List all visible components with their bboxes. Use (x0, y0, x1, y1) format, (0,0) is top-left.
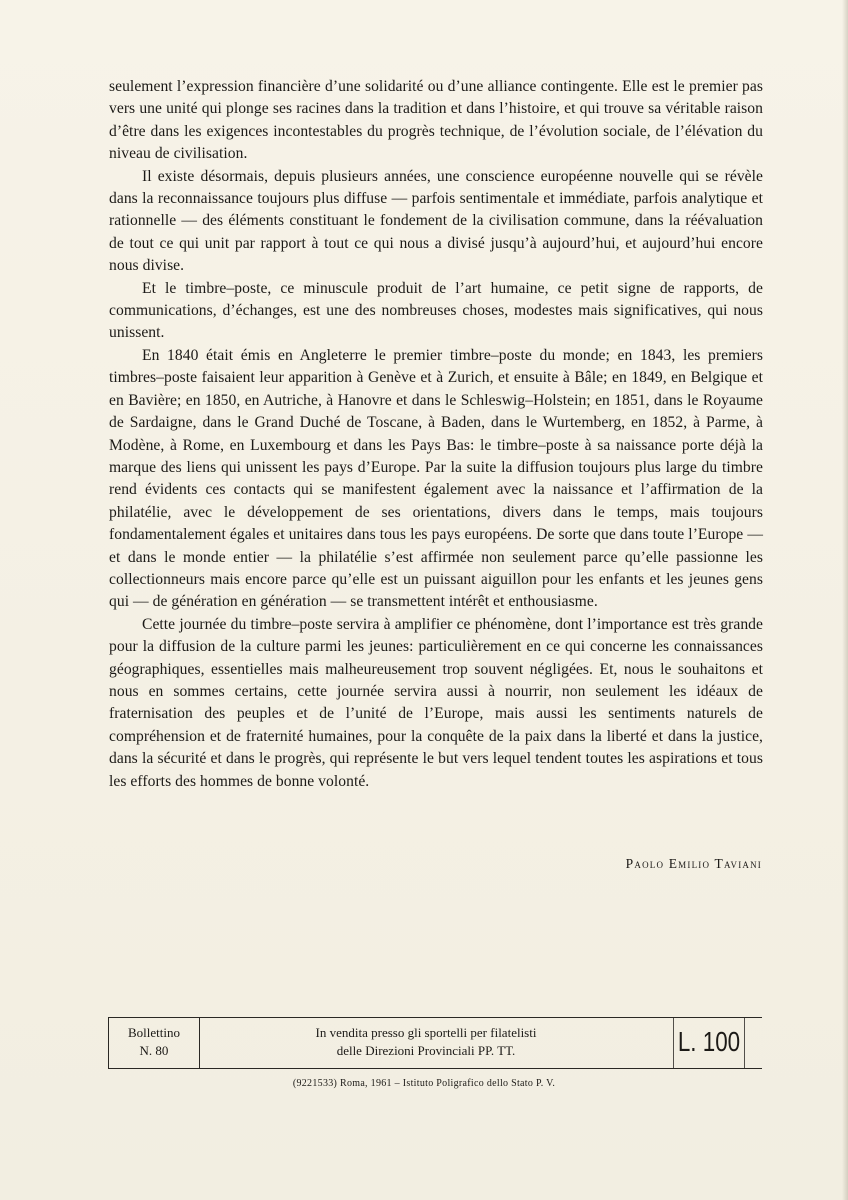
bulletin-cell (108, 1018, 200, 1068)
author-signature: Paolo Emilio Taviani (625, 856, 762, 871)
price-cell: L. 100 (673, 1018, 745, 1068)
paragraph-5: Cette journée du timbre–poste servira à amplifier ce phénomène, dont l’importance est très grande pour la diffusion de la culture parmi les jeunes: particulièrement en ce qui concerne les connaissances géographiques, essentielles mais malheureusement trop souvent négligées. Et, nous le souhaitons et nous en sommes certains, cette journée servira aussi à nourrir, non seulement les idéaux de fraternisation des peuples et de l’unité de l’Europe, mais aussi les sentiments naturels de compréhension et de fraternité humaines, pour la conquête de la paix dans la liberté et dans la justice, dans la sécurité et dans le progrès, qui représente le but vers lequel tendent toutes les aspirations et tous les efforts des hommes de bonne volonté. (109, 615, 763, 790)
sale-info-line-2: delle Direzioni Provinciali PP. TT. (336, 1043, 516, 1058)
paragraph-3: Et le timbre–poste, ce minuscule produit de l’art humaine, ce petit signe de rapports, de communications, d’échanges, est une des nombreuses choses, modestes mais significatives, qui nous unissent. (109, 279, 763, 342)
sale-info-line-1: In vendita presso gli sportelli per filatelisti (315, 1025, 537, 1040)
paragraph-4: En 1840 était émis en Angleterre le premier timbre–poste du monde; en 1843, les premiers timbres–poste faisaient leur apparition à Genève et à Zurich, et ensuite à Bâle; en 1849, en Belgique et en Bavière; en 1850, en Autriche, à Hanovre et dans le Schleswig–Holstein; en 1851, dans le Royaume de Sardaigne, dans le Grand Duché de Toscane, à Baden, dans le Wurtemberg, en 1852, à Parme, à Modène, à Rome, en Luxembourg et dans les Pays Bas: le timbre–poste à sa naissance porte déjà la marque des liens qui unissent les pays d’Europe. Par la suite la diffusion toujours plus large du timbre rend évidents ces contacts qui se manifestent également avec la naissance et l’affirmation de la philatélie, avec le développement de ses orientations, divers dans le temps, mais toujours fondamentalement égales et unitaires dans tous les pays européens. De sorte que dans toute l’Europe — et dans le monde entier — la philatélie s’est affirmée non seulement parce qu’elle passionne les collectionneurs mais encore parce qu’elle est un puissant aiguillon pour les enfants et les jeunes gens qui — de génération en génération — se transmettent intérêt et enthousiasme. (109, 346, 763, 611)
footer-info-box (108, 1017, 762, 1069)
sale-info-cell (200, 1018, 652, 1068)
paragraph-1: seulement l’expression financière d’une solidarité ou d’une alliance contingente. Elle est le premier pas vers une unité qui plonge ses racines dans la tradition et dans l’histoire, et qui trouve sa véritable raison d’être dans les exigences incontestables du progrès technique, de l’évolution sociale, de l’élévation du niveau de civilisation. (109, 78, 763, 163)
bulletin-number: N. 80 (139, 1043, 169, 1058)
printer-imprint: (9221533) Roma, 1961 – Istituto Poligrafico dello Stato P. V. (292, 1078, 556, 1089)
article-body (109, 76, 763, 793)
page-edge-shadow (842, 0, 848, 1200)
paragraph-2: Il existe désormais, depuis plusieurs années, une conscience européenne nouvelle qui se révèle dans la reconnaissance toujours plus diffuse — parfois sentimentale et immédiate, parfois analytique et rationnelle — des éléments constituant le fondement de la civilisation commune, dans la réévaluation de tout ce qui unit par rapport à tout ce qui nous a divisé jusqu’à aujourd’hui, et aujourd’hui encore nous divise. (109, 167, 763, 275)
bulletin-label: Bollettino (128, 1025, 180, 1040)
